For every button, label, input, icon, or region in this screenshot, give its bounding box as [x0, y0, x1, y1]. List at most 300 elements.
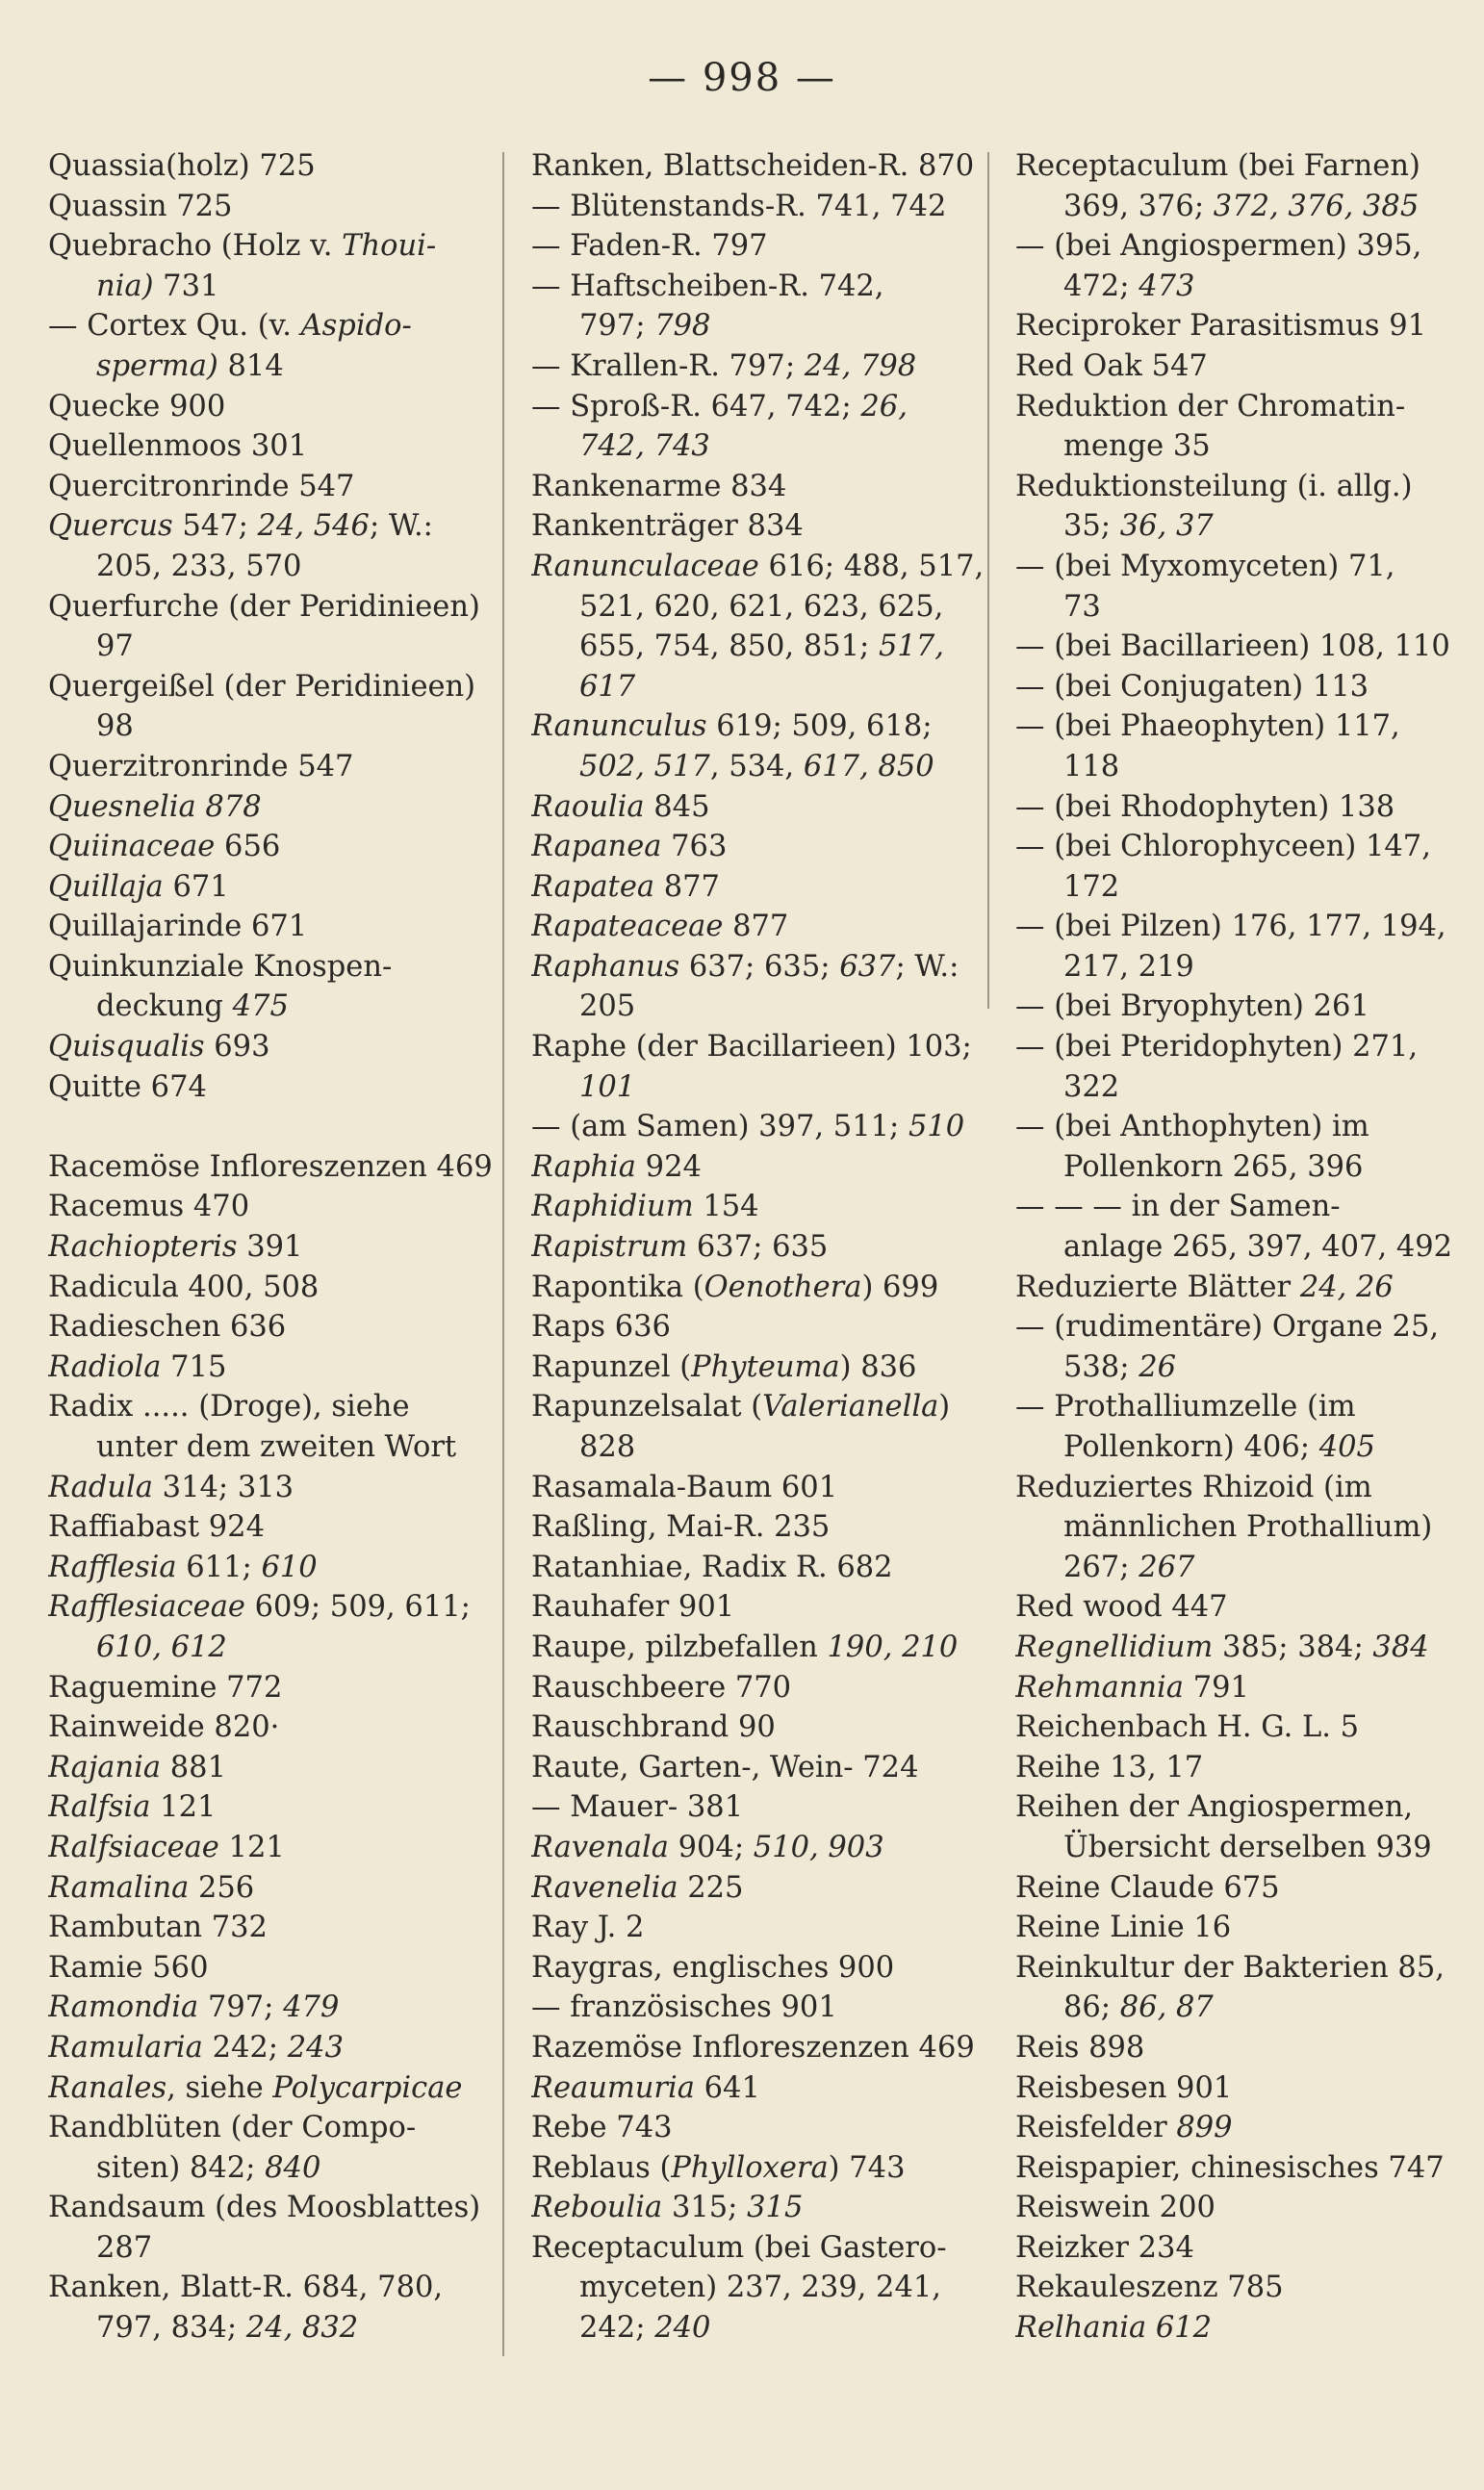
italic-text: Ramularia [48, 2030, 203, 2065]
entry-text: 369, 376; [1063, 189, 1214, 223]
entry-text: 172 [1063, 869, 1120, 904]
index-entry [1015, 706, 1468, 747]
index-entry [1015, 1307, 1468, 1348]
italic-text: Phyteuma [691, 1349, 840, 1384]
italic-text: Regnellidium [1015, 1630, 1214, 1664]
entry-text: 121 [150, 1790, 217, 1825]
index-entry [48, 667, 500, 707]
index-entry [1015, 547, 1468, 587]
index-entry [531, 827, 984, 867]
index-entry-continuation [1015, 1828, 1468, 1868]
italic-text: Rapanea [531, 830, 662, 864]
italic-text: Quisqualis [48, 1030, 205, 1065]
index-entry [48, 1307, 500, 1348]
index-entry [531, 2108, 984, 2148]
entry-text: Rapunzelsalat ( [531, 1390, 763, 1425]
index-entry [531, 1587, 984, 1628]
index-entry [1015, 2188, 1468, 2228]
index-entry-continuation [1015, 1507, 1468, 1548]
italic-text: 617, 850 [803, 749, 934, 783]
entry-text: Rapontika ( [531, 1270, 704, 1304]
italic-text: 24, 798 [804, 348, 917, 383]
index-column-middle [531, 146, 984, 2349]
entry-text: 35; [1063, 509, 1120, 544]
index-entry [531, 1227, 984, 1268]
italic-text: Quiinaceae [48, 830, 216, 864]
italic-text: Radula [48, 1470, 153, 1504]
index-entry [48, 787, 500, 828]
index-entry [1015, 1868, 1468, 1909]
entry-text: — (am Samen) 397, 511; [531, 1110, 908, 1144]
index-entry [1015, 226, 1468, 267]
entry-text: Quecke 900 [48, 389, 226, 424]
entry-text: 205, 233, 570 [96, 549, 302, 583]
italic-text: Quercus [48, 509, 173, 544]
entry-text: Razemöse Infloreszenzen 469 [531, 2030, 975, 2065]
index-entry [48, 1227, 500, 1268]
entry-text: 242; [579, 2311, 655, 2346]
entry-text: 904; [668, 1830, 754, 1864]
index-entry [531, 1468, 984, 1508]
index-entry [531, 1948, 984, 1989]
entry-text: Rankenarme 834 [531, 469, 787, 503]
entry-text: Quinkunziale Knospen- [48, 949, 393, 984]
italic-text: Rehmannia [1015, 1670, 1184, 1705]
italic-text: Rapateaceae [531, 910, 724, 944]
index-entry [531, 1107, 984, 1147]
italic-text: 315 [747, 2191, 804, 2225]
index-entry [48, 947, 500, 988]
index-entry-continuation [1015, 426, 1468, 467]
index-entry [48, 907, 500, 947]
index-entry [531, 2068, 984, 2109]
index-entry [48, 1948, 500, 1989]
entry-text: unter dem zweiten Wort [96, 1430, 457, 1464]
entry-text: Receptaculum (bei Gastero- [531, 2230, 947, 2265]
index-entry [48, 2268, 500, 2308]
index-entry [48, 1147, 500, 1188]
entry-text: 538; [1063, 1349, 1139, 1384]
entry-text: Rainweide 820· [48, 1710, 280, 1745]
italic-text: Valerianella [762, 1390, 939, 1425]
entry-text: Querzitronrinde 547 [48, 749, 354, 783]
entry-text: Reine Claude 675 [1015, 1870, 1280, 1905]
entry-text: Red wood 447 [1015, 1590, 1228, 1625]
entry-text: 385; 384; [1213, 1630, 1373, 1664]
italic-text: Ravenelia [531, 1870, 678, 1905]
index-entry [1015, 1268, 1468, 1308]
index-entry [1015, 2068, 1468, 2109]
entry-text: — (bei Phaeophyten) 117, [1015, 709, 1400, 744]
entry-text: 845 [644, 789, 710, 824]
index-entry [1015, 2228, 1468, 2269]
index-entry-continuation [531, 2268, 984, 2308]
index-entry [48, 867, 500, 908]
italic-text: Oenothera [704, 1270, 862, 1304]
entry-text: 322 [1063, 1069, 1120, 1104]
entry-text: Reine Linie 16 [1015, 1911, 1232, 1945]
entry-text: 472; [1063, 269, 1139, 303]
index-entry [48, 1988, 500, 2028]
entry-text: 619; 509, 618; [706, 709, 933, 744]
italic-text: Ranales [48, 2070, 167, 2105]
italic-text: 24, 26 [1299, 1270, 1394, 1304]
italic-text: 24, 832 [245, 2311, 359, 2346]
italic-text: 840 [265, 2150, 321, 2185]
index-entry [48, 2188, 500, 2228]
entry-text: Rasamala-Baum 601 [531, 1470, 838, 1504]
entry-text: 391 [237, 1230, 303, 1265]
entry-text: anlage 265, 397, 407, 492 [1063, 1230, 1453, 1265]
index-entry [48, 1748, 500, 1788]
entry-text: 521, 620, 621, 623, 625, [579, 589, 944, 624]
italic-text: Quesnelia 878 [48, 789, 262, 824]
italic-text: 36, 37 [1119, 509, 1214, 544]
entry-text: 715 [161, 1349, 227, 1384]
entry-text: — (bei Anthophyten) im [1015, 1110, 1369, 1144]
index-entry [1015, 467, 1468, 507]
index-entry [531, 1748, 984, 1788]
italic-text: 267 [1139, 1550, 1195, 1584]
italic-text: 479 [283, 1990, 340, 2025]
entry-text: — Haftscheiben-R. 742, [531, 269, 884, 303]
index-entry [531, 146, 984, 187]
entry-text: 611; [176, 1550, 262, 1584]
index-entry [1015, 1468, 1468, 1508]
entry-text: 97 [96, 629, 134, 664]
index-entry-continuation [48, 2308, 500, 2349]
entry-text: 877 [723, 910, 789, 944]
index-entry [531, 1868, 984, 1909]
entry-text: Ray J. 2 [531, 1911, 645, 1945]
index-entry-continuation [48, 267, 500, 307]
entry-text: Reduziertes Rhizoid (im [1015, 1470, 1372, 1504]
entry-text: — Mauer- 381 [531, 1790, 744, 1825]
italic-text: 240 [654, 2311, 711, 2346]
index-entry-continuation [1015, 1427, 1468, 1468]
italic-text: 473 [1139, 269, 1195, 303]
entry-text: Rapunzel ( [531, 1349, 692, 1384]
index-entry [531, 347, 984, 387]
index-entry [1015, 387, 1468, 427]
index-entry-continuation [48, 987, 500, 1027]
entry-text: — (bei Bacillarieen) 108, 110 [1015, 629, 1450, 664]
index-entry [1015, 1948, 1468, 1989]
entry-text: 656 [215, 830, 281, 864]
index-entry [531, 1147, 984, 1188]
index-column-left [48, 146, 500, 2349]
italic-text: 190, 210 [827, 1630, 959, 1664]
entry-text: 287 [96, 2230, 153, 2265]
entry-text: 655, 754, 850, 851; [579, 629, 880, 664]
index-entry-continuation [48, 2228, 500, 2269]
index-entry [48, 1668, 500, 1708]
index-entry [48, 426, 500, 467]
entry-text: Reis 898 [1015, 2030, 1145, 2065]
entry-text: ) [938, 1390, 951, 1425]
entry-text: 121 [218, 1830, 285, 1864]
index-entry-continuation [48, 706, 500, 747]
entry-text: Quillajarinde 671 [48, 910, 308, 944]
entry-text: — (bei Myxomyceten) 71, [1015, 549, 1395, 583]
entry-text: Reihen der Angiospermen, [1015, 1790, 1414, 1825]
entry-text: — Krallen-R. 797; [531, 348, 805, 383]
index-entry-continuation [531, 667, 984, 707]
italic-text: 510 [908, 1110, 965, 1144]
index-entry [531, 547, 984, 587]
entry-text: 154 [693, 1190, 759, 1224]
index-entry [531, 787, 984, 828]
italic-text: Thoui- [342, 229, 437, 264]
index-entry [531, 387, 984, 427]
index-entry [531, 947, 984, 988]
index-entry [531, 1908, 984, 1948]
index-entry [1015, 667, 1468, 707]
entry-text: — Faden-R. 797 [531, 229, 768, 264]
entry-text: 814 [217, 348, 284, 383]
italic-text: 24, 546 [257, 509, 370, 544]
index-entry-continuation [1015, 747, 1468, 787]
entry-text: 791 [1184, 1670, 1249, 1705]
entry-text: Radicula 400, 508 [48, 1270, 320, 1304]
italic-text: Ravenala [531, 1830, 669, 1864]
index-entry-continuation [1015, 867, 1468, 908]
entry-text: 731 [153, 269, 219, 303]
index-entry [48, 1707, 500, 1748]
index-entry-continuation [1015, 1348, 1468, 1388]
italic-text: 899 [1176, 2111, 1233, 2145]
index-entry-continuation [1015, 1548, 1468, 1588]
entry-text: menge 35 [1063, 429, 1211, 464]
entry-text: Reciproker Parasitismus 91 [1015, 309, 1427, 344]
entry-text: 609; 509, 611; [244, 1590, 471, 1625]
index-entry-continuation [1015, 1067, 1468, 1108]
entry-text: — (bei Pilzen) 176, 177, 194, [1015, 910, 1446, 944]
entry-text: — (bei Conjugaten) 113 [1015, 669, 1369, 704]
entry-text: 671 [163, 869, 229, 904]
italic-text: Ralfsiaceae [48, 1830, 219, 1864]
index-entry-continuation [531, 987, 984, 1027]
index-entry-continuation [1015, 267, 1468, 307]
italic-text: sperma) [96, 348, 218, 383]
entry-text: Quergeißel (der Peridinieen) [48, 669, 476, 704]
entry-text: 637; 635; [679, 949, 840, 984]
italic-text: Radiola [48, 1349, 162, 1384]
entry-text: , 534, [709, 749, 804, 783]
entry-text: Quassin 725 [48, 189, 233, 223]
index-entry [1015, 1787, 1468, 1828]
entry-text: — (bei Chlorophyceen) 147, [1015, 830, 1431, 864]
entry-text: 924 [635, 1149, 702, 1184]
entry-text: 315; [662, 2191, 748, 2225]
entry-text: 693 [204, 1030, 270, 1065]
index-entry [1015, 1748, 1468, 1788]
index-entry [48, 827, 500, 867]
italic-text: 610 [261, 1550, 318, 1584]
index-entry [48, 1787, 500, 1828]
index-entry [1015, 1587, 1468, 1628]
entry-text: 225 [678, 1870, 744, 1905]
entry-text: — Sproß-R. 647, 742; [531, 389, 861, 424]
index-column-right [1015, 146, 1468, 2349]
italic-text: Raoulia [531, 789, 645, 824]
entry-text: Reihe 13, 17 [1015, 1750, 1204, 1784]
index-entry [531, 1628, 984, 1668]
index-entry [48, 1548, 500, 1588]
entry-text: Rekauleszenz 785 [1015, 2271, 1284, 2305]
entry-text: Ranken, Blattscheiden-R. 870 [531, 149, 975, 183]
index-entry [1015, 987, 1468, 1027]
index-entry [531, 467, 984, 507]
index-entry [531, 1668, 984, 1708]
entry-text: 205 [579, 989, 636, 1024]
index-entry [1015, 2028, 1468, 2068]
italic-text: Ranunculus [531, 709, 707, 744]
index-entry [531, 187, 984, 227]
entry-text: Reduktionsteilung (i. allg.) [1015, 469, 1413, 503]
index-entry-continuation [1015, 1988, 1468, 2028]
entry-text: Raute, Garten-, Wein- 724 [531, 1750, 919, 1784]
entry-text: Reisfelder [1015, 2111, 1177, 2145]
entry-text: Receptaculum (bei Farnen) [1015, 149, 1420, 183]
entry-text: Pollenkorn 265, 396 [1063, 1149, 1364, 1184]
index-entry [531, 1548, 984, 1588]
entry-text: 763 [661, 830, 728, 864]
entry-text: Raps 636 [531, 1310, 671, 1345]
italic-text: 26 [1139, 1349, 1176, 1384]
index-entry [1015, 347, 1468, 387]
italic-text: 26, [860, 389, 908, 424]
entry-text: Radieschen 636 [48, 1310, 287, 1345]
index-entry-continuation [1015, 587, 1468, 628]
entry-text: — (rudimentäre) Organe 25, [1015, 1310, 1440, 1345]
index-entry-continuation [48, 347, 500, 387]
index-entry [531, 907, 984, 947]
entry-text: Quassia(holz) 725 [48, 149, 316, 183]
index-entry-continuation [531, 1067, 984, 1108]
index-entry [1015, 2148, 1468, 2189]
entry-text: — — — in der Samen- [1015, 1190, 1341, 1224]
entry-text: Ratanhiae, Radix R. 682 [531, 1550, 893, 1584]
index-entry [531, 2148, 984, 2189]
index-entry [1015, 2108, 1468, 2148]
index-entry [531, 226, 984, 267]
index-entry [1015, 1107, 1468, 1147]
entry-text: ) 836 [839, 1349, 917, 1384]
index-entry [1015, 1908, 1468, 1948]
index-entry [48, 587, 500, 628]
italic-text: Raphanus [531, 949, 680, 984]
italic-text: Relhania 612 [1015, 2311, 1213, 2346]
italic-text: Rajania [48, 1750, 162, 1784]
italic-text: 405 [1318, 1430, 1375, 1464]
italic-text: 101 [579, 1069, 636, 1104]
index-entry [531, 1187, 984, 1227]
entry-text: Raßling, Mai-R. 235 [531, 1510, 831, 1545]
italic-text: Quillaja [48, 869, 164, 904]
entry-text: Red Oak 547 [1015, 348, 1208, 383]
entry-text: ; W.: [369, 509, 433, 544]
index-entry [48, 226, 500, 267]
entry-text: 73 [1063, 589, 1101, 624]
entry-text: 828 [579, 1430, 636, 1464]
italic-text: Raphidium [531, 1190, 694, 1224]
entry-text: Rebe 743 [531, 2111, 673, 2145]
italic-text: Phylloxera [671, 2150, 829, 2185]
index-entry [531, 2228, 984, 2269]
italic-text: Rafflesia [48, 1550, 177, 1584]
entry-text: — französisches 901 [531, 1990, 837, 2025]
entry-text: Rankenträger 834 [531, 509, 804, 544]
index-entry [1015, 146, 1468, 187]
index-entry [48, 506, 500, 547]
entry-text: 881 [161, 1750, 226, 1784]
entry-text: — Cortex Qu. (v. [48, 309, 301, 344]
entry-text: Reduzierte Blätter [1015, 1270, 1300, 1304]
italic-text: 517, [879, 629, 944, 664]
index-entry [48, 2068, 500, 2109]
italic-text: 502, 517 [579, 749, 710, 783]
index-entry [48, 2028, 500, 2068]
italic-text: 86, 87 [1119, 1990, 1214, 2025]
entry-text: — (bei Angiospermen) 395, [1015, 229, 1422, 264]
index-entry-continuation [531, 2308, 984, 2349]
entry-text: Raguemine 772 [48, 1670, 283, 1705]
index-entry [531, 1348, 984, 1388]
entry-text: Racemus 470 [48, 1190, 250, 1224]
entry-text: myceten) 237, 239, 241, [579, 2271, 941, 2305]
index-entry [48, 1387, 500, 1427]
index-entry [48, 1348, 500, 1388]
entry-text: 267; [1063, 1550, 1139, 1584]
entry-text: 877 [654, 869, 720, 904]
index-entry [48, 1187, 500, 1227]
entry-text: 797; [198, 1990, 284, 2025]
entry-text: männlichen Prothallium) [1063, 1510, 1433, 1545]
index-entry-continuation [1015, 947, 1468, 988]
entry-text: Rauschbeere 770 [531, 1670, 792, 1705]
italic-text: Ramondia [48, 1990, 199, 2025]
entry-text: 217, 219 [1063, 949, 1194, 984]
entry-text: Reblaus ( [531, 2150, 672, 2185]
index-entry-continuation [531, 426, 984, 467]
entry-text: Quellenmoos 301 [48, 429, 308, 464]
index-entry [531, 1988, 984, 2028]
index-entry [1015, 627, 1468, 667]
index-entry-continuation [531, 306, 984, 347]
index-entry [48, 747, 500, 787]
entry-text: Reiswein 200 [1015, 2191, 1215, 2225]
index-entry [531, 1268, 984, 1308]
index-entry [1015, 1668, 1468, 1708]
entry-text: ) 699 [861, 1270, 939, 1304]
index-entry-continuation [48, 1427, 500, 1468]
entry-text: 797, 834; [96, 2311, 246, 2346]
entry-text: Randblüten (der Compo- [48, 2111, 417, 2145]
index-entry-continuation [1015, 506, 1468, 547]
page-number: — 998 — [648, 56, 836, 100]
index-entry [1015, 1027, 1468, 1067]
column-divider [987, 152, 989, 1009]
entry-text: 547; [172, 509, 258, 544]
index-entry [531, 2028, 984, 2068]
italic-text: Polycarpicae [272, 2070, 463, 2105]
entry-text: ) 743 [828, 2150, 906, 2185]
entry-text: Reizker 234 [1015, 2230, 1194, 2265]
italic-text: Raphia [531, 1149, 636, 1184]
index-entry-continuation [531, 1427, 984, 1468]
entry-text: Reispapier, chinesisches 747 [1015, 2150, 1445, 2185]
